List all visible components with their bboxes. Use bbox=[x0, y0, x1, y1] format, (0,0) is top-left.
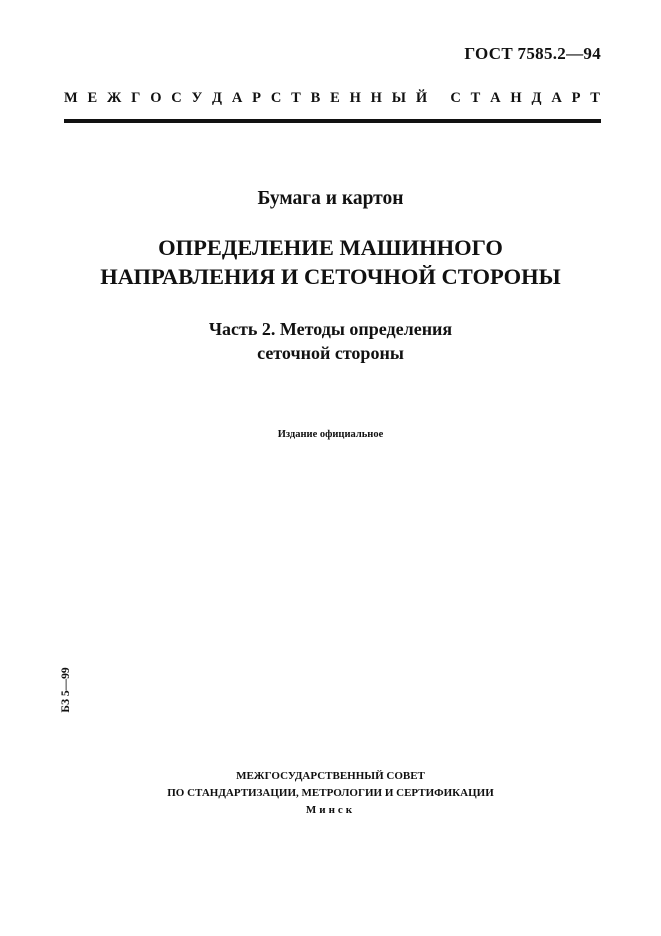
heading-letter: Д bbox=[531, 90, 542, 106]
heading-letter: Н bbox=[370, 90, 382, 106]
heading-letter: Р bbox=[252, 90, 261, 106]
edition-note: Издание официальное bbox=[277, 429, 384, 440]
heading-letter: Т bbox=[590, 90, 600, 106]
heading-letter: О bbox=[150, 90, 162, 106]
heading-letter: Е bbox=[87, 90, 98, 106]
heading-letter: Т bbox=[470, 90, 481, 106]
heading-letter: С bbox=[171, 90, 182, 106]
heading-letter: А bbox=[231, 90, 243, 106]
part-title bbox=[0, 317, 661, 365]
heading-letter: А bbox=[490, 90, 501, 106]
standard-number: ГОСТ 7585.2—94 bbox=[464, 44, 601, 63]
heading-letter: Р bbox=[571, 90, 581, 106]
heading-letter: Е bbox=[330, 90, 340, 106]
heading-letter: Й bbox=[415, 90, 428, 106]
heading-gap bbox=[437, 90, 441, 107]
heading-letter: Ж bbox=[106, 90, 122, 106]
title-line-2: НАПРАВЛЕНИЯ И СЕТОЧНОЙ СТОРОНЫ bbox=[100, 264, 561, 289]
publisher-line-2: ПО СТАНДАРТИЗАЦИИ, МЕТРОЛОГИИ И СЕРТИФИКАЦИИ bbox=[167, 787, 494, 799]
heading-letter: У bbox=[191, 90, 203, 106]
side-code bbox=[56, 665, 76, 715]
side-code-text: БЗ 5—99 bbox=[60, 667, 72, 713]
heading-letter: Ы bbox=[391, 90, 406, 106]
heading-letter: М bbox=[64, 90, 78, 106]
heading-letter: С bbox=[270, 90, 282, 106]
title-line-1: ОПРЕДЕЛЕНИЕ МАШИННОГО bbox=[158, 235, 503, 260]
heading-letter: Н bbox=[349, 90, 361, 106]
heading-letter: А bbox=[551, 90, 562, 106]
document-title bbox=[0, 233, 661, 291]
publisher-block bbox=[0, 768, 661, 819]
standard-type-heading bbox=[64, 90, 600, 107]
heading-letter: Н bbox=[510, 90, 522, 106]
heading-letter: Т bbox=[291, 90, 301, 106]
part-line-1: Часть 2. Методы определения bbox=[208, 319, 453, 339]
document-subject: Бумага и картон bbox=[257, 188, 404, 209]
publisher-city: Минск bbox=[305, 804, 356, 816]
heading-letter: С bbox=[450, 90, 461, 106]
heading-letter: Г bbox=[131, 90, 141, 106]
heading-letter: В bbox=[310, 90, 321, 106]
header-rule bbox=[64, 119, 601, 123]
publisher-line-1: МЕЖГОСУДАРСТВЕННЫЙ СОВЕТ bbox=[236, 770, 425, 782]
heading-letter: Д bbox=[212, 90, 223, 106]
part-line-2: сеточной стороны bbox=[257, 343, 404, 363]
